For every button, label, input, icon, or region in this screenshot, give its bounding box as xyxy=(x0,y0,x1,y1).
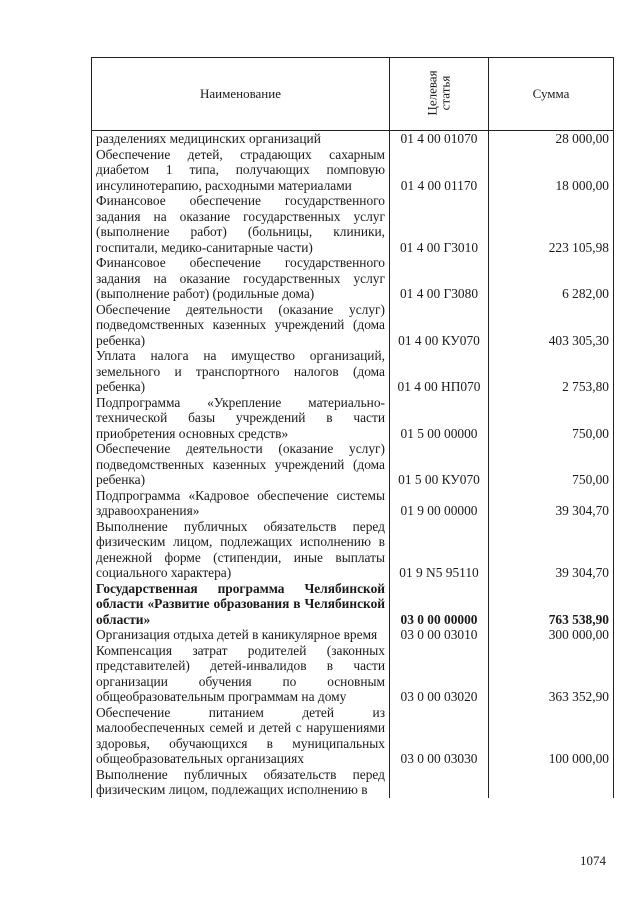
page-number: 1074 xyxy=(580,853,606,868)
name-cell: Обеспечение детей, страдающих сахарным диабетом 1 типа, получающих помповую инсулинотерапию, расходными материалами xyxy=(92,147,390,194)
table-row xyxy=(92,441,614,488)
sum-cell: 18 000,00 xyxy=(489,147,614,194)
table-header xyxy=(92,58,614,131)
name-cell: Обеспечение питанием детей из малообеспеченных семей и детей с нарушениями здоровья, обучающихся в муниципальных общеобразовательных организациях xyxy=(92,705,390,767)
table-row xyxy=(92,395,614,442)
name-cell: Уплата налога на имущество организаций, земельного и транспортного налогов (дома ребенка) xyxy=(92,348,390,395)
code-cell: 01 4 00 НП070 xyxy=(390,348,489,395)
sum-cell: 763 538,90 xyxy=(489,581,614,628)
header-name: Наименование xyxy=(92,58,390,131)
code-cell xyxy=(390,767,489,798)
table-row xyxy=(92,488,614,519)
code-cell: 01 9 N5 95110 xyxy=(390,519,489,581)
table-row xyxy=(92,519,614,581)
table-row xyxy=(92,348,614,395)
sum-cell xyxy=(489,767,614,798)
table-row xyxy=(92,302,614,349)
name-cell: Финансовое обеспечение государственного задания на оказание государственных услуг (выполнение работ) (родильные дома) xyxy=(92,255,390,302)
sum-cell: 750,00 xyxy=(489,441,614,488)
code-cell: 01 5 00 00000 xyxy=(390,395,489,442)
code-cell: 03 0 00 03030 xyxy=(390,705,489,767)
code-cell: 01 4 00 КУ070 xyxy=(390,302,489,349)
name-cell: Обеспечение деятельности (оказание услуг) подведомственных казенных учреждений (дома ребенка) xyxy=(92,302,390,349)
name-cell: Выполнение публичных обязательств перед физическим лицом, подлежащих исполнению в денежной форме (стипендии, иные выплаты социального характера) xyxy=(92,519,390,581)
sum-cell: 39 304,70 xyxy=(489,488,614,519)
code-cell: 01 9 00 00000 xyxy=(390,488,489,519)
sum-cell: 223 105,98 xyxy=(489,193,614,255)
table-body xyxy=(92,131,614,798)
name-cell: Компенсация затрат родителей (законных представителей) детей-инвалидов в части организации обучения по основным общеобразовательным программам на дому xyxy=(92,643,390,705)
table-row xyxy=(92,627,614,643)
sum-cell: 6 282,00 xyxy=(489,255,614,302)
table-row xyxy=(92,255,614,302)
name-cell: Обеспечение деятельности (оказание услуг) подведомственных казенных учреждений (дома ребенка) xyxy=(92,441,390,488)
sum-cell: 300 000,00 xyxy=(489,627,614,643)
code-cell: 01 5 00 КУ070 xyxy=(390,441,489,488)
code-cell: 01 4 00 01070 xyxy=(390,131,489,147)
sum-cell: 2 753,80 xyxy=(489,348,614,395)
code-cell: 03 0 00 03010 xyxy=(390,627,489,643)
table-row xyxy=(92,767,614,798)
code-cell: 01 4 00 Г3080 xyxy=(390,255,489,302)
table-row xyxy=(92,193,614,255)
code-cell: 03 0 00 00000 xyxy=(390,581,489,628)
code-cell: 01 4 00 01170 xyxy=(390,147,489,194)
table-row xyxy=(92,581,614,628)
name-cell: Выполнение публичных обязательств перед физическим лицом, подлежащих исполнению в xyxy=(92,767,390,798)
name-cell: Подпрограмма «Кадровое обеспечение системы здравоохранения» xyxy=(92,488,390,519)
table-row xyxy=(92,705,614,767)
name-cell: Организация отдыха детей в каникулярное время xyxy=(92,627,390,643)
sum-cell: 28 000,00 xyxy=(489,131,614,147)
name-cell: Государственная программа Челябинской области «Развитие образования в Челябинской области» xyxy=(92,581,390,628)
name-cell: разделениях медицинских организаций xyxy=(92,131,390,147)
header-target-article-text: Целевая статья xyxy=(424,70,453,116)
name-cell: Подпрограмма «Укрепление материально-технической базы учреждений в части приобретения основных средств» xyxy=(92,395,390,442)
table-row xyxy=(92,147,614,194)
budget-table xyxy=(91,57,614,798)
code-cell: 03 0 00 03020 xyxy=(390,643,489,705)
sum-cell: 100 000,00 xyxy=(489,705,614,767)
code-cell: 01 4 00 Г3010 xyxy=(390,193,489,255)
header-sum: Сумма xyxy=(489,58,614,131)
sum-cell: 39 304,70 xyxy=(489,519,614,581)
sum-cell: 403 305,30 xyxy=(489,302,614,349)
table-row xyxy=(92,131,614,147)
sum-cell: 750,00 xyxy=(489,395,614,442)
name-cell: Финансовое обеспечение государственного задания на оказание государственных услуг (выполнение работ) (больницы, клиники, госпитали, медико-санитарные части) xyxy=(92,193,390,255)
table-row xyxy=(92,643,614,705)
sum-cell: 363 352,90 xyxy=(489,643,614,705)
header-target-article xyxy=(390,58,489,131)
